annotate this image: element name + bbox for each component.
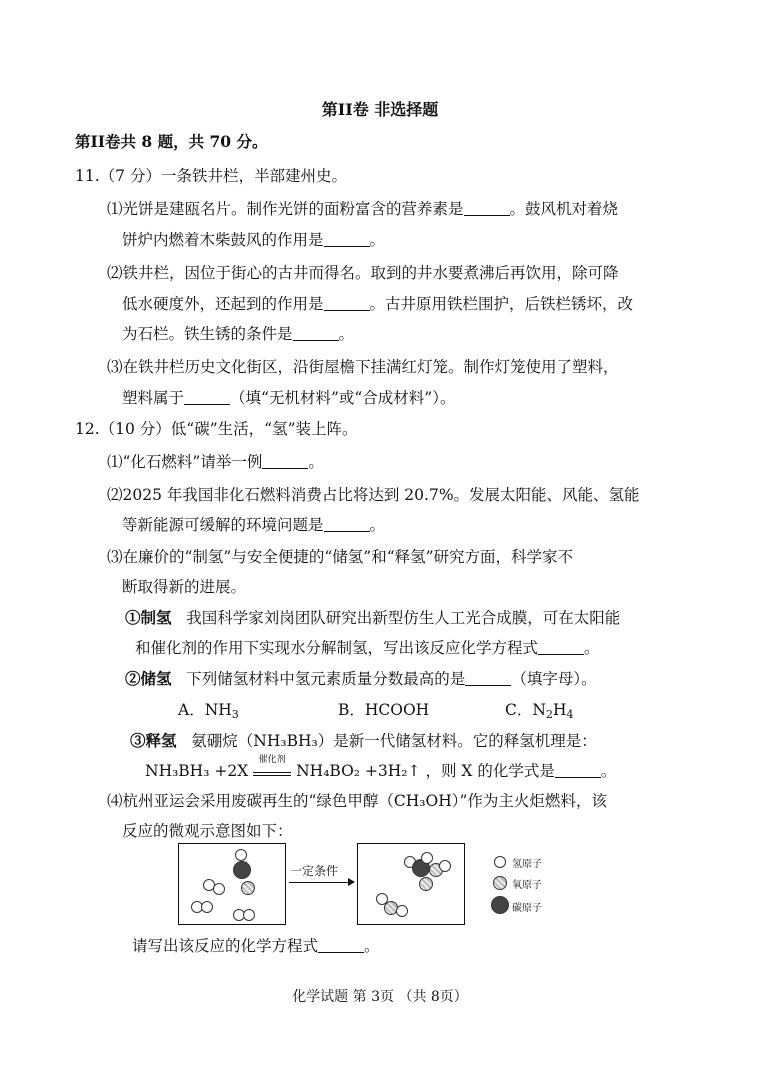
answer-blank[interactable] [184, 390, 230, 405]
legend-carbon-icon [491, 896, 509, 914]
q12-p4-line1: ⑷杭州亚运会采用废碳再生的“绿色甲醇（CH₃OH）”作为主火炬燃料，该 [107, 792, 607, 810]
q11-head: 11.（7 分）一条铁井栏，半部建州史。 [75, 167, 347, 185]
answer-blank[interactable] [293, 326, 339, 341]
answer-blank[interactable] [464, 201, 510, 216]
option-c: C．$N_2H_4$ [505, 701, 574, 721]
sub3-line1: ③释氢 氨硼烷（NH₃BH₃）是新一代储氢材料。它的释氢机理是： [130, 731, 597, 750]
hydrogen-atom [201, 901, 213, 913]
q11-p2-line1: ⑵铁井栏，因位于街心的古井而得名。取到的井水要煮沸后再饮用，除可降 [107, 264, 619, 282]
answer-blank[interactable] [324, 232, 370, 247]
q12-p3-line2: 断取得新的进展。 [122, 578, 247, 596]
q11-p2-line2: 低水硬度外，还起到的作用是 。古井原用铁栏围护，后铁栏锈坏，改 [122, 295, 634, 313]
option-a: A．$NH_3$ [178, 701, 239, 721]
legend-hydrogen: 氢原子 [512, 859, 542, 870]
products-box [357, 843, 465, 925]
arrow-head-icon [348, 878, 355, 886]
q12-p2-line2: 等新能源可缓解的环境问题是 。 [122, 516, 386, 534]
answer-blank[interactable] [318, 938, 364, 953]
arrow-label: 一定条件 [290, 864, 339, 878]
q11-p1-line1: ⑴光饼是建瓯名片。制作光饼的面粉富含的营养素是 。鼓风机对着烧 [107, 200, 619, 218]
legend-oxygen: 氧原子 [512, 880, 542, 891]
q11-p1-line2: 饼炉内燃着木柴鼓风的作用是 。 [122, 231, 386, 249]
option-b: B．HCOOH [338, 701, 430, 719]
answer-blank[interactable] [465, 671, 511, 686]
legend-hydrogen-icon [494, 856, 506, 868]
reaction-arrow [289, 882, 351, 883]
section-title: 第II卷 非选择题 [321, 100, 439, 119]
oxygen-atom [419, 877, 433, 891]
answer-blank[interactable] [262, 454, 308, 469]
reaction-condition: 催化剂 [253, 764, 291, 776]
hydrogen-atom [421, 852, 433, 864]
carbon-atom [233, 861, 251, 879]
q12-p2-line1: ⑵2025 年我国非化石燃料消费占比将达到 20.7%。发展太阳能、风能、氢能 [107, 486, 640, 504]
hydrogen-atom [235, 849, 247, 861]
reactants-box [178, 843, 286, 925]
equation-line: NH₃BH₃ +2X 催化剂 NH₄BO₂ +3H₂↑ ，则 X 的化学式是 。 [145, 755, 617, 780]
legend-carbon: 碳原子 [512, 903, 542, 914]
q12-p3-line1: ⑶在廉价的“制氢”与安全便捷的“储氢”和“释氢”研究方面，科学家不 [107, 548, 574, 566]
section-info: 第II卷共 8 题，共 70 分。 [75, 132, 268, 151]
q12-head: 12.（10 分）低“碳”生活，“氢”装上阵。 [75, 420, 358, 438]
hydrogen-atom [396, 905, 408, 917]
answer-blank[interactable] [324, 296, 370, 311]
q12-p4-line2: 反应的微观示意图如下： [122, 822, 293, 840]
q11-p2-line3: 为石栏。铁生锈的条件是 。 [122, 325, 355, 343]
hydrogen-atom [213, 883, 225, 895]
hydrogen-atom [439, 860, 451, 872]
answer-blank[interactable] [555, 763, 601, 778]
hydrogen-atom [243, 909, 255, 921]
q12-p1: ⑴“化石燃料”请举一例 。 [107, 453, 324, 471]
page-footer: 化学试题 第 3页 （共 8页） [292, 989, 468, 1005]
oxygen-atom [241, 881, 255, 895]
sub1-line1: ①制氢 我国科学家刘岗团队研究出新型仿生人工光合成膜，可在太阳能 [125, 608, 621, 627]
q11-p3-line2: 塑料属于 （填“无机材料”或“合成材料”）。 [122, 389, 456, 407]
answer-blank[interactable] [538, 640, 584, 655]
sub1-line2: 和催化剂的作用下实现水分解制氢，写出该反应化学方程式 。 [135, 639, 600, 657]
q11-p3-line1: ⑶在铁井栏历史文化街区，沿街屋檐下挂满红灯笼。制作灯笼使用了塑料， [107, 358, 619, 376]
legend-oxygen-icon [493, 876, 507, 890]
q12-p4-line3: 请写出该反应的化学方程式 。 [132, 937, 380, 955]
sub2-line1: ②储氢 下列储氢材料中氢元素质量分数最高的是 （填字母）。 [125, 669, 597, 688]
answer-blank[interactable] [324, 517, 370, 532]
